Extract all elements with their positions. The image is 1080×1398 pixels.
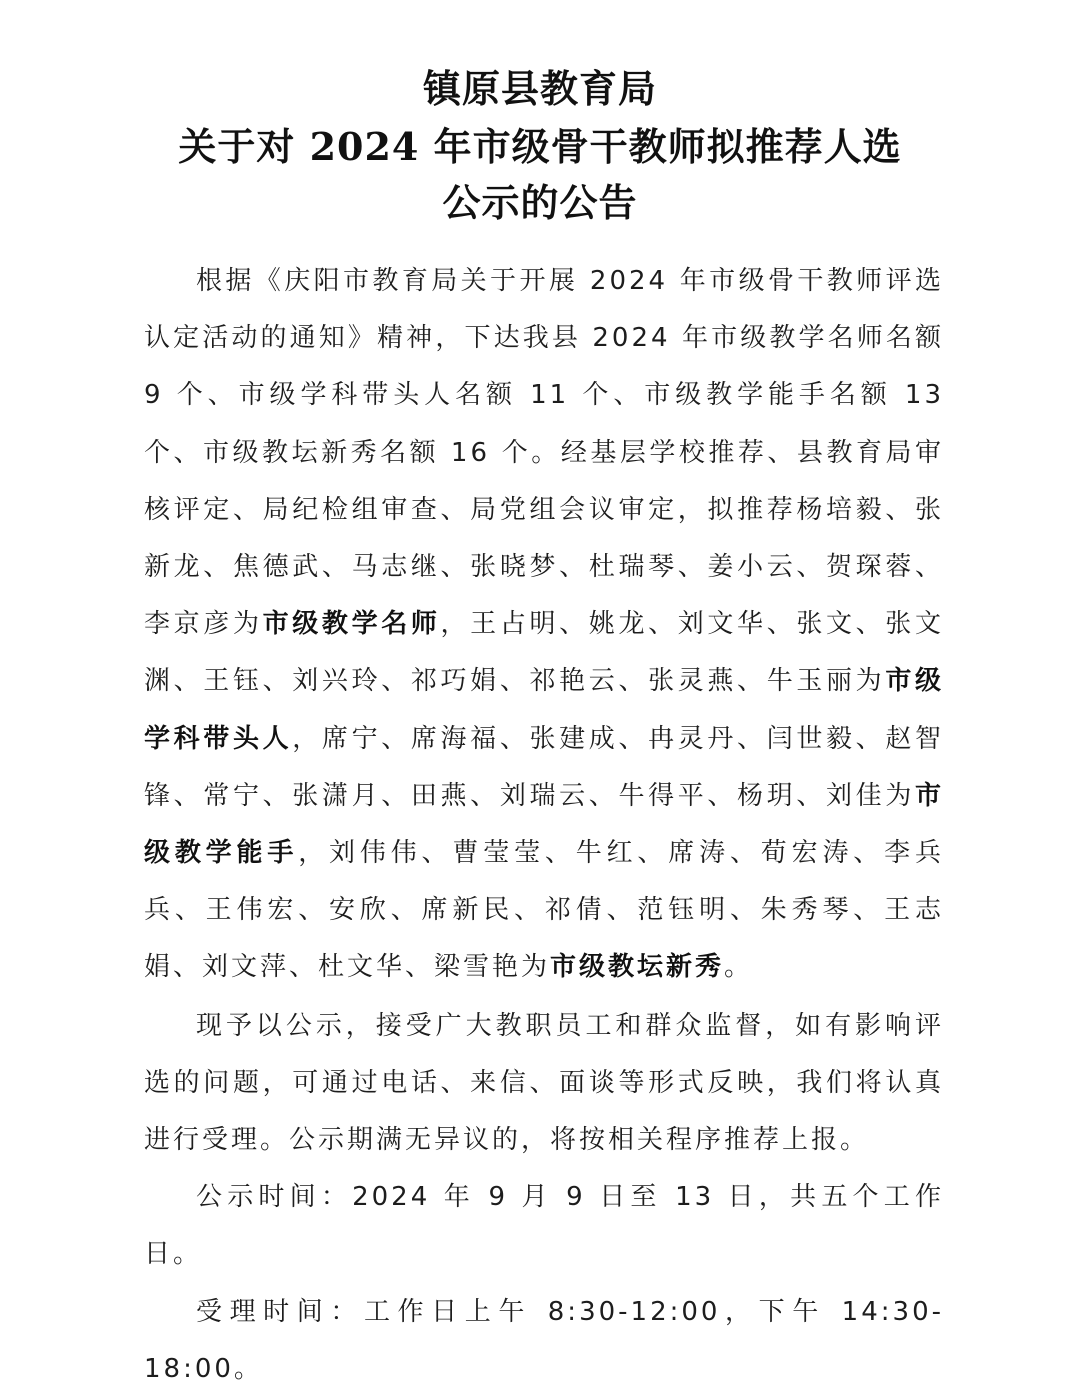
category-teaching-expert: 市级教学能手	[144, 780, 944, 869]
nomination-paragraph	[144, 253, 944, 997]
nomination-text-leaders: ，王占明、姚龙、刘文华、张文、张文渊、王钰、刘兴玲、祁巧娟、祁艳云、张灵燕、牛玉丽为	[144, 609, 944, 697]
category-teaching-master: 市级教学名师	[262, 609, 441, 640]
title-subject: 关于对 2024 年市级骨干教师拟推荐人选	[178, 124, 902, 169]
notice-body	[144, 253, 944, 1398]
supervision-paragraph: 现予以公示，接受广大教职员工和群众监督，如有影响评选的问题，可通过电话、来信、面谈等形式反映，我们将认真进行受理。公示期满无异议的，将按相关程序推荐上报。	[144, 1010, 944, 1156]
title-issuer: 镇原县教育局	[422, 66, 657, 111]
nomination-text-experts: ，席宁、席海福、张建成、冉灵丹、闫世毅、赵智锋、常宁、张潇月、田燕、刘瑞云、牛得平、杨玥、刘佳为	[144, 723, 944, 811]
category-new-star: 市级教坛新秀	[550, 952, 725, 983]
title-type: 公示的公告	[442, 180, 638, 225]
nomination-text-newstars: ，刘伟伟、曹莹莹、牛红、席涛、荀宏涛、李兵兵、王伟宏、安欣、席新民、祁倩、范钰明、朱秀琴、王志娟、刘文萍、杜文华、梁雪艳为	[144, 838, 944, 983]
publicity-period: 公示时间：2024 年 9 月 9 日至 13 日，共五个工作日。	[144, 1182, 944, 1270]
acceptance-hours: 受理时间：工作日上午 8:30-12:00，下午 14:30-18:00。	[144, 1296, 944, 1384]
nomination-text-intro: 根据《庆阳市教育局关于开展 2024 年市级骨干教师评选认定活动的通知》精神，下达我县 2024 年市级教学名师名额 9 个、市级学科带头人名额 11 个、市级教学能手名额 13 个、市级教坛新秀名额 16 个。经基层学校推荐、县教育局审核评定、局纪检组审查、局党组会议审定，拟推荐杨培毅、张新龙、焦德武、马志继、张晓梦、杜瑞琴、姜小云、贺琛蓉、李京彦为	[144, 266, 944, 640]
category-subject-leader: 市级学科带头人	[144, 666, 944, 754]
nomination-text-end: 。	[724, 952, 754, 983]
